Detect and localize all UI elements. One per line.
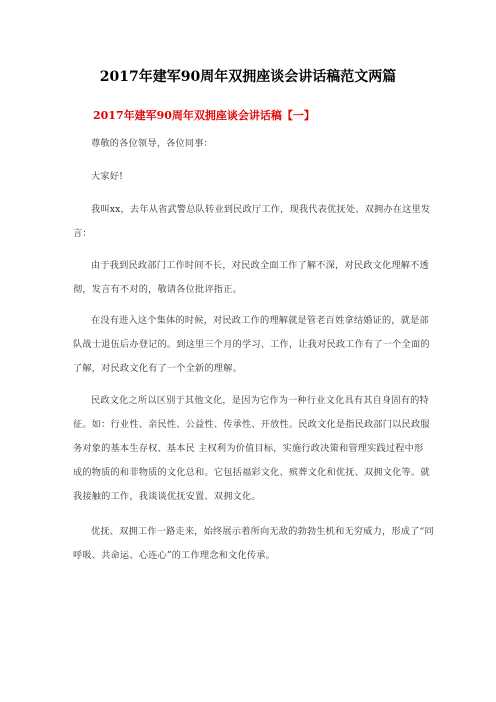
paragraph-line: 务对象的基本生存权、基本民 主权利为价值目标，实施行政决策和管理实践过程中形 xyxy=(73,443,424,454)
paragraph-greeting xyxy=(73,132,423,156)
paragraph-understanding xyxy=(73,309,430,381)
paragraph-line: 成的物质的和非物质的文化总和。它包括福彩文化、殡葬文化和优抚、双拥文化等。就 xyxy=(73,467,430,478)
paragraph-line: 优抚、双拥工作一路走来，始终展示着所向无敌的勃勃生机和无穷威力，形成了“同 xyxy=(91,526,434,537)
paragraph-line: 彻，发言有不对的，敬请各位批评指正。 xyxy=(73,284,242,295)
paragraph-line: 我接触的工作，我谈谈优抚安置、双拥文化。 xyxy=(73,491,261,502)
paragraph-line: 大家好! xyxy=(91,171,124,182)
paragraph-line: 我叫xx，去年从省武警总队转业到民政厅工作，现我代表优抚处、双拥办在这里发 xyxy=(91,204,431,215)
paragraph-line: 由于我到民政部门工作时间不长，对民政全面工作了解不深，对民政文化理解不透 xyxy=(91,260,429,271)
paragraph-line: 了解，对民政文化有了一个全新的理解。 xyxy=(73,363,242,374)
paragraph-line: 尊敬的各位领导，各位同事： xyxy=(91,138,214,149)
paragraph-line: 民政文化之所以区别于其他文化，是因为它作为一种行业文化具有其自身固有的特 xyxy=(91,395,429,406)
paragraph-line: 征。如：行业性、亲民性、公益性、传承性、开放性。民政文化是指民政部门以民政服 xyxy=(73,419,430,430)
paragraph-civil-culture xyxy=(73,389,430,509)
paragraph-line: 言： xyxy=(73,228,92,239)
document-title: 2017年建军90周年双拥座谈会讲话稿范文两篇 xyxy=(99,69,397,85)
section-heading: 2017年建军90周年双拥座谈会讲话稿【一】 xyxy=(93,109,315,122)
paragraph-line: 呼吸、共命运、心连心”的工作理念和文化传承。 xyxy=(73,550,276,561)
paragraph-introduction xyxy=(73,198,431,246)
paragraph-line: 在没有进入这个集体的时候，对民政工作的理解就是管老百姓拿结婚证的，就是部 xyxy=(91,315,429,326)
paragraph-line: 队战士退伍后办登记的。到这里三个月的学习、工作，让我对民政工作有了一个全面的 xyxy=(73,339,430,350)
paragraph-double-support xyxy=(73,520,434,568)
paragraph-modesty xyxy=(73,254,429,302)
paragraph-hello xyxy=(73,165,423,189)
